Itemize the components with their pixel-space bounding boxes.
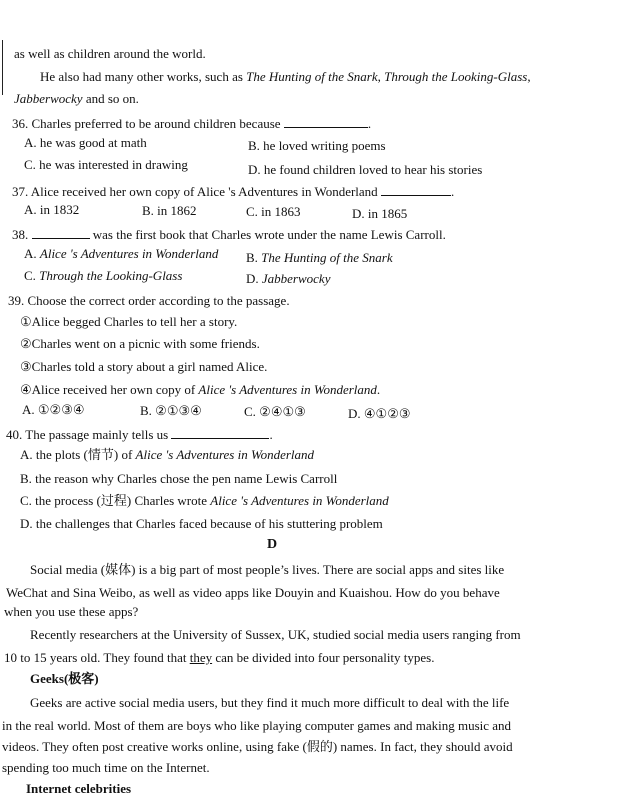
option-37b: B. in 1862: [142, 203, 197, 218]
option-36c: C. he was interested in drawing: [24, 157, 188, 172]
option-title: Jabberwocky: [261, 271, 331, 286]
paragraph-3-line-1: Geeks are active social media users, but they find it much more difficult to deal with the life: [30, 695, 510, 710]
option-40d: D. the challenges that Charles faced because of his stuttering problem: [20, 516, 383, 531]
option-38d: D. Jabberwocky: [246, 271, 331, 286]
option-36b: B. he loved writing poems: [248, 138, 386, 153]
option-39c: C. ②④①③: [244, 404, 306, 419]
work-title-jabberwocky: Jabberwocky: [14, 91, 83, 106]
answer-blank: [32, 226, 90, 239]
option-40c: C. the process (过程) Charles wrote Alice 's Adventures in Wonderland: [20, 493, 389, 508]
answer-blank: [284, 115, 368, 128]
question-stem: 37. Alice received her own copy of Alice 's Adventures in Wonderland: [12, 184, 378, 199]
book-title: Alice 's Adventures in Wonderland: [210, 493, 389, 508]
underlined-word: they: [189, 650, 213, 665]
question-number: 38.: [12, 227, 29, 242]
answer-blank: [171, 426, 269, 439]
subheading-internet-celebrities: Internet celebrities: [26, 781, 132, 796]
section-heading-d: D: [267, 537, 278, 552]
separator: ,: [377, 69, 385, 84]
question-39: 39. Choose the correct order according to the passage.: [8, 293, 290, 308]
answer-blank: [381, 183, 451, 196]
subheading-geeks: Geeks(极客): [30, 671, 99, 686]
paragraph-3-line-2: in the real world. Most of them are boys who like playing computer games and making music and: [2, 718, 512, 733]
option-38a: A. Alice 's Adventures in Wonderland: [24, 246, 219, 261]
option-37d: D. in 1865: [352, 206, 408, 221]
paragraph-1-line-3: when you use these apps?: [4, 604, 139, 619]
book-title: Alice 's Adventures in Wonderland: [198, 382, 377, 397]
work-title-snark: The Hunting of the Snark: [246, 69, 378, 84]
order-item-3: ③Charles told a story about a girl named Alice.: [20, 359, 268, 374]
book-title: Alice 's Adventures in Wonderland: [135, 447, 315, 462]
paragraph-2-line-2: 10 to 15 years old. They found that they can be divided into four personality types.: [4, 650, 435, 665]
option-37a: A. in 1832: [24, 202, 80, 217]
option-36d: D. he found children loved to hear his stories: [248, 162, 483, 177]
option-38c: C. Through the Looking-Glass: [24, 268, 183, 283]
paragraph-3-line-4: spending too much time on the Internet.: [2, 760, 210, 775]
option-39d: D. ④①②③: [348, 406, 411, 421]
option-title: The Hunting of the Snark: [261, 250, 393, 265]
intro-line-2: [40, 70, 531, 83]
question-stem: was the first book that Charles wrote under the name Lewis Carroll.: [89, 227, 446, 242]
question-40: [6, 426, 273, 441]
paragraph-2-line-1: Recently researchers at the University of Sussex, UK, studied social media users ranging from: [30, 627, 521, 642]
question-stem: 36. Charles preferred to be around children because: [12, 116, 281, 131]
paragraph-1-line-1: Social media (媒体) is a big part of most people’s lives. There are social apps and sites like: [30, 562, 505, 577]
option-39b: B. ②①③④: [140, 403, 202, 418]
paragraph-1-line-2: WeChat and Sina Weibo, as well as video apps like Douyin and Kuaishou. How do you behave: [6, 585, 500, 600]
question-38: [12, 226, 446, 241]
paragraph-3-line-3: videos. They often post creative works online, using fake (假的) names. In fact, they should avoid: [2, 739, 513, 754]
order-item-1: ①Alice begged Charles to tell her a story.: [20, 314, 238, 329]
option-37c: C. in 1863: [246, 204, 301, 219]
option-40b: B. the reason why Charles chose the pen name Lewis Carroll: [20, 471, 338, 486]
option-36a: A. he was good at math: [24, 135, 147, 150]
margin-rule: [2, 40, 3, 95]
question-stem: 40. The passage mainly tells us: [6, 427, 169, 442]
period: .: [367, 116, 372, 131]
order-item-2: ②Charles went on a picnic with some friends.: [20, 336, 260, 351]
intro-prefix: He also had many other works, such as: [40, 69, 247, 84]
period: .: [450, 184, 455, 199]
option-title: Through the Looking-Glass: [39, 268, 183, 283]
intro-line-3: [14, 92, 139, 105]
option-38b: B. The Hunting of the Snark: [246, 250, 393, 265]
option-title: Alice 's Adventures in Wonderland: [39, 246, 219, 261]
period: .: [269, 427, 273, 442]
question-37: [12, 183, 454, 198]
option-40a: A. the plots (情节) of Alice 's Adventures in Wonderland: [20, 447, 315, 462]
intro-line-1: as well as children around the world.: [14, 46, 206, 61]
order-item-4: ④Alice received her own copy of Alice 's Adventures in Wonderland.: [20, 382, 381, 397]
question-36: [12, 115, 371, 130]
intro-suffix: and so on.: [82, 91, 139, 106]
option-39a: A. ①②③④: [22, 402, 85, 417]
separator: ,: [527, 69, 531, 84]
work-title-looking-glass: Through the Looking-Glass: [384, 69, 528, 84]
